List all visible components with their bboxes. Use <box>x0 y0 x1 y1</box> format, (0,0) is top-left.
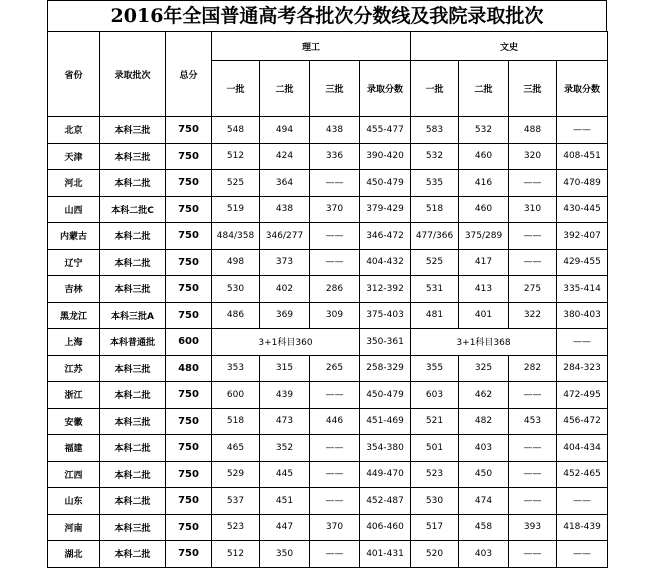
table-row <box>48 488 608 515</box>
cell-arts-b1: 603 <box>411 382 459 409</box>
cell-arts-b3: 322 <box>509 302 557 329</box>
cell-arts-b1: 532 <box>411 143 459 170</box>
table-row <box>48 514 608 541</box>
cell-arts-b3: 393 <box>509 514 557 541</box>
cell-arts-b2: 375/289 <box>459 223 509 250</box>
cell-arts-range: 470-489 <box>557 170 608 197</box>
cell-science-b2: 451 <box>260 488 310 515</box>
cell-arts-b1: 517 <box>411 514 459 541</box>
cell-arts-b3: 310 <box>509 196 557 223</box>
cell-science-b2: 315 <box>260 355 310 382</box>
cell-total: 750 <box>166 117 212 144</box>
cell-arts-range: 380-403 <box>557 302 608 329</box>
cell-batch: 本科普通批 <box>100 329 166 356</box>
cell-science-b2: 439 <box>260 382 310 409</box>
cell-science-b3: —— <box>310 170 360 197</box>
cell-batch: 本科三批 <box>100 514 166 541</box>
cell-total: 750 <box>166 170 212 197</box>
cell-arts-b2: 403 <box>459 541 509 568</box>
cell-arts-b1: 525 <box>411 249 459 276</box>
cell-province: 内蒙古 <box>48 223 100 250</box>
cell-total: 600 <box>166 329 212 356</box>
cell-science-b2: 352 <box>260 435 310 462</box>
cell-science-b1: 518 <box>212 408 260 435</box>
cell-science-b3: 265 <box>310 355 360 382</box>
cell-science-range: 350-361 <box>360 329 411 356</box>
cell-total: 750 <box>166 302 212 329</box>
cell-arts-b3: 282 <box>509 355 557 382</box>
cell-science-b1: 548 <box>212 117 260 144</box>
cell-arts-range: 284-323 <box>557 355 608 382</box>
cell-science-b2: 402 <box>260 276 310 303</box>
cell-arts-b2: 403 <box>459 435 509 462</box>
cell-batch: 本科三批 <box>100 355 166 382</box>
cell-batch: 本科二批 <box>100 488 166 515</box>
cell-science-b1: 353 <box>212 355 260 382</box>
cell-science-b2: 473 <box>260 408 310 435</box>
cell-arts-b1: 355 <box>411 355 459 382</box>
cell-total: 750 <box>166 514 212 541</box>
cell-science-b3: 438 <box>310 117 360 144</box>
table-row <box>48 276 608 303</box>
header-science-range: 录取分数 <box>360 61 411 117</box>
cell-arts-b3: —— <box>509 170 557 197</box>
cell-batch: 本科二批 <box>100 541 166 568</box>
cell-total: 750 <box>166 541 212 568</box>
cell-science-b2: 364 <box>260 170 310 197</box>
cell-province: 天津 <box>48 143 100 170</box>
header-arts-b3: 三批 <box>509 61 557 117</box>
table-row <box>48 541 608 568</box>
cell-science-b3: 336 <box>310 143 360 170</box>
cell-province: 黑龙江 <box>48 302 100 329</box>
cell-arts-b1: 520 <box>411 541 459 568</box>
cell-arts-b2: 401 <box>459 302 509 329</box>
header-province: 省份 <box>48 32 100 117</box>
table-row <box>48 329 608 356</box>
cell-arts-b3: —— <box>509 223 557 250</box>
header-arts-range: 录取分数 <box>557 61 608 117</box>
cell-arts-b1: 535 <box>411 170 459 197</box>
cell-total: 750 <box>166 196 212 223</box>
table-row <box>48 355 608 382</box>
cell-arts-b2: 482 <box>459 408 509 435</box>
cell-arts-range: 335-414 <box>557 276 608 303</box>
cell-total: 750 <box>166 488 212 515</box>
header-row-1 <box>48 32 608 61</box>
cell-arts-merged: 3+1科目368 <box>411 329 557 356</box>
cell-batch: 本科二批 <box>100 435 166 462</box>
cell-science-range: 312-392 <box>360 276 411 303</box>
cell-science-b3: 309 <box>310 302 360 329</box>
cell-science-range: 449-470 <box>360 461 411 488</box>
header-science-b1: 一批 <box>212 61 260 117</box>
header-arts-b2: 二批 <box>459 61 509 117</box>
cell-arts-b1: 481 <box>411 302 459 329</box>
cell-science-b1: 512 <box>212 143 260 170</box>
cell-science-range: 258-329 <box>360 355 411 382</box>
header-total: 总分 <box>166 32 212 117</box>
header-arts: 文史 <box>411 32 608 61</box>
cell-arts-b3: —— <box>509 541 557 568</box>
cell-arts-b2: 532 <box>459 117 509 144</box>
cell-province: 湖北 <box>48 541 100 568</box>
table-row <box>48 143 608 170</box>
table-row <box>48 223 608 250</box>
cell-arts-b2: 450 <box>459 461 509 488</box>
cell-science-b3: 370 <box>310 514 360 541</box>
cell-science-b1: 530 <box>212 276 260 303</box>
table-row <box>48 249 608 276</box>
cell-province: 江苏 <box>48 355 100 382</box>
cell-total: 480 <box>166 355 212 382</box>
cell-province: 吉林 <box>48 276 100 303</box>
cell-total: 750 <box>166 143 212 170</box>
cell-science-b3: —— <box>310 382 360 409</box>
cell-arts-b1: 523 <box>411 461 459 488</box>
cell-batch: 本科二批 <box>100 170 166 197</box>
cell-arts-b3: —— <box>509 461 557 488</box>
cell-batch: 本科二批 <box>100 223 166 250</box>
cell-science-range: 375-403 <box>360 302 411 329</box>
cell-science-range: 346-472 <box>360 223 411 250</box>
cell-province: 安徽 <box>48 408 100 435</box>
cell-province: 福建 <box>48 435 100 462</box>
score-table <box>47 31 608 568</box>
cell-science-b3: —— <box>310 223 360 250</box>
cell-arts-b2: 417 <box>459 249 509 276</box>
cell-arts-b3: 275 <box>509 276 557 303</box>
cell-arts-b3: —— <box>509 488 557 515</box>
cell-science-b3: 446 <box>310 408 360 435</box>
cell-province: 浙江 <box>48 382 100 409</box>
cell-batch: 本科二批C <box>100 196 166 223</box>
cell-science-b3: —— <box>310 249 360 276</box>
cell-science-b1: 600 <box>212 382 260 409</box>
cell-arts-range: 408-451 <box>557 143 608 170</box>
cell-science-range: 406-460 <box>360 514 411 541</box>
cell-science-b2: 438 <box>260 196 310 223</box>
cell-science-b2: 445 <box>260 461 310 488</box>
cell-science-range: 450-479 <box>360 170 411 197</box>
header-science-b2: 二批 <box>260 61 310 117</box>
cell-science-b3: 370 <box>310 196 360 223</box>
header-arts-b1: 一批 <box>411 61 459 117</box>
cell-arts-range: 430-445 <box>557 196 608 223</box>
table-row <box>48 382 608 409</box>
cell-science-b1: 529 <box>212 461 260 488</box>
cell-province: 山东 <box>48 488 100 515</box>
cell-arts-b2: 413 <box>459 276 509 303</box>
cell-science-b2: 424 <box>260 143 310 170</box>
cell-arts-b2: 460 <box>459 143 509 170</box>
cell-arts-b1: 531 <box>411 276 459 303</box>
cell-science-b2: 373 <box>260 249 310 276</box>
cell-arts-range: 418-439 <box>557 514 608 541</box>
cell-arts-range: —— <box>557 488 608 515</box>
cell-science-range: 450-479 <box>360 382 411 409</box>
cell-arts-b1: 477/366 <box>411 223 459 250</box>
cell-arts-range: 404-434 <box>557 435 608 462</box>
cell-arts-range: 472-495 <box>557 382 608 409</box>
cell-science-b3: —— <box>310 435 360 462</box>
cell-science-range: 354-380 <box>360 435 411 462</box>
cell-province: 江西 <box>48 461 100 488</box>
cell-science-b1: 498 <box>212 249 260 276</box>
cell-science-b3: —— <box>310 461 360 488</box>
table-body <box>48 117 608 568</box>
table-row <box>48 302 608 329</box>
cell-science-b2: 447 <box>260 514 310 541</box>
cell-arts-range: 429-455 <box>557 249 608 276</box>
cell-science-b1: 523 <box>212 514 260 541</box>
cell-arts-b2: 325 <box>459 355 509 382</box>
header-science-b3: 三批 <box>310 61 360 117</box>
cell-total: 750 <box>166 249 212 276</box>
cell-arts-b3: 453 <box>509 408 557 435</box>
cell-arts-b1: 521 <box>411 408 459 435</box>
cell-science-b1: 465 <box>212 435 260 462</box>
cell-province: 河北 <box>48 170 100 197</box>
cell-science-b2: 346/277 <box>260 223 310 250</box>
cell-arts-b3: —— <box>509 435 557 462</box>
cell-science-b1: 537 <box>212 488 260 515</box>
cell-arts-b1: 501 <box>411 435 459 462</box>
cell-science-b2: 350 <box>260 541 310 568</box>
cell-arts-range: 452-465 <box>557 461 608 488</box>
table-row <box>48 196 608 223</box>
cell-total: 750 <box>166 276 212 303</box>
cell-science-b1: 519 <box>212 196 260 223</box>
cell-arts-range: —— <box>557 541 608 568</box>
cell-batch: 本科三批 <box>100 276 166 303</box>
header-batch: 录取批次 <box>100 32 166 117</box>
cell-science-range: 451-469 <box>360 408 411 435</box>
cell-science-b3: —— <box>310 541 360 568</box>
cell-science-range: 452-487 <box>360 488 411 515</box>
cell-batch: 本科三批A <box>100 302 166 329</box>
table-row <box>48 117 608 144</box>
cell-science-range: 379-429 <box>360 196 411 223</box>
cell-total: 750 <box>166 461 212 488</box>
cell-total: 750 <box>166 223 212 250</box>
table-row <box>48 435 608 462</box>
cell-province: 上海 <box>48 329 100 356</box>
cell-arts-b3: 320 <box>509 143 557 170</box>
table-title: 2016年全国普通高考各批次分数线及我院录取批次 <box>47 0 607 31</box>
cell-batch: 本科三批 <box>100 408 166 435</box>
cell-science-b3: —— <box>310 488 360 515</box>
cell-arts-b1: 518 <box>411 196 459 223</box>
cell-science-range: 404-432 <box>360 249 411 276</box>
cell-science-range: 390-420 <box>360 143 411 170</box>
cell-arts-range: 392-407 <box>557 223 608 250</box>
cell-science-b1: 486 <box>212 302 260 329</box>
cell-science-range: 455-477 <box>360 117 411 144</box>
table-row <box>48 461 608 488</box>
cell-science-b2: 369 <box>260 302 310 329</box>
cell-total: 750 <box>166 382 212 409</box>
cell-arts-b2: 462 <box>459 382 509 409</box>
cell-science-range: 401-431 <box>360 541 411 568</box>
cell-arts-range: —— <box>557 329 608 356</box>
header-science: 理工 <box>212 32 411 61</box>
cell-arts-b3: —— <box>509 382 557 409</box>
cell-science-b3: 286 <box>310 276 360 303</box>
cell-batch: 本科二批 <box>100 382 166 409</box>
cell-science-b2: 494 <box>260 117 310 144</box>
cell-batch: 本科二批 <box>100 461 166 488</box>
cell-arts-b2: 460 <box>459 196 509 223</box>
cell-total: 750 <box>166 435 212 462</box>
cell-science-b1: 512 <box>212 541 260 568</box>
score-table-sheet <box>47 0 607 568</box>
cell-arts-b2: 474 <box>459 488 509 515</box>
cell-arts-range: 456-472 <box>557 408 608 435</box>
cell-arts-range: —— <box>557 117 608 144</box>
cell-science-b1: 484/358 <box>212 223 260 250</box>
cell-batch: 本科三批 <box>100 117 166 144</box>
cell-arts-b3: —— <box>509 249 557 276</box>
cell-arts-b1: 530 <box>411 488 459 515</box>
cell-batch: 本科三批 <box>100 143 166 170</box>
cell-province: 北京 <box>48 117 100 144</box>
cell-batch: 本科二批 <box>100 249 166 276</box>
table-row <box>48 408 608 435</box>
cell-province: 辽宁 <box>48 249 100 276</box>
cell-province: 河南 <box>48 514 100 541</box>
cell-province: 山西 <box>48 196 100 223</box>
table-row <box>48 170 608 197</box>
cell-total: 750 <box>166 408 212 435</box>
cell-science-merged: 3+1科目360 <box>212 329 360 356</box>
cell-science-b1: 525 <box>212 170 260 197</box>
cell-arts-b2: 416 <box>459 170 509 197</box>
cell-arts-b1: 583 <box>411 117 459 144</box>
cell-arts-b3: 488 <box>509 117 557 144</box>
cell-arts-b2: 458 <box>459 514 509 541</box>
